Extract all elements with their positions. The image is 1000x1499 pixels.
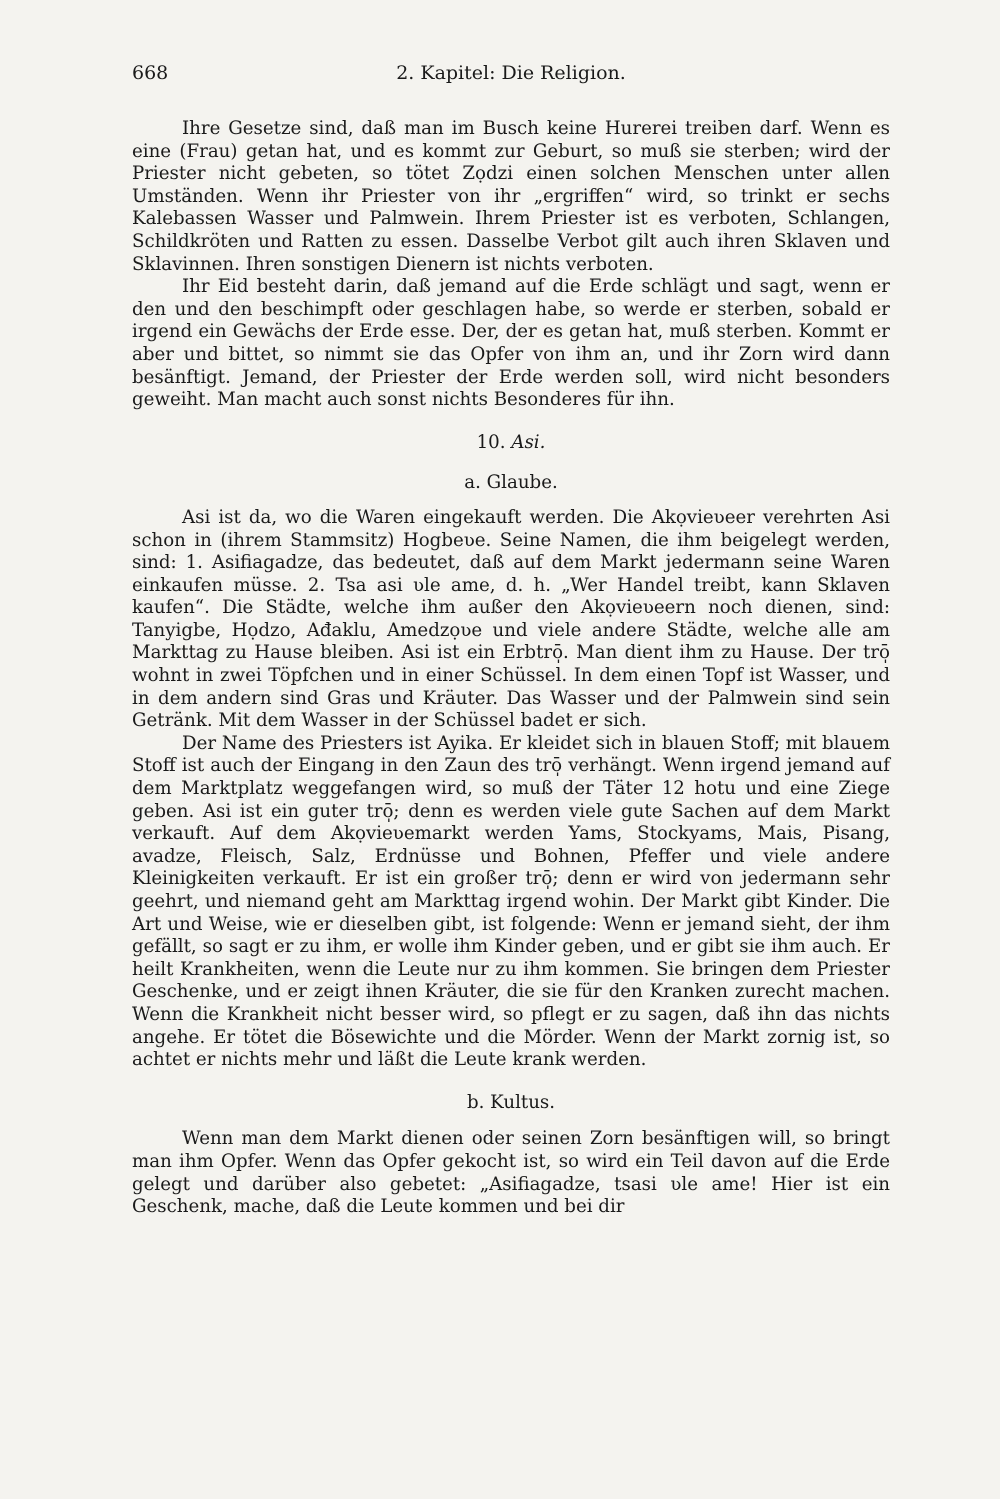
book-page — [132, 58, 890, 1219]
subsection-heading-glaube: a. Glaube. — [464, 472, 558, 494]
section-number: 10. — [476, 431, 506, 453]
paragraph: Wenn man dem Markt dienen oder seinen Zorn besänftigen will, so bringt man ihm Opfer. Wenn das Opfer gekocht ist, so wird ein Teil davon auf die Erde gelegt und darüber also gebetet: „Asifiagadze, tsasi ʋle ame! Hier ist ein Geschenk, mache, daß die Leute kommen und bei dir — [132, 1128, 890, 1218]
page-body — [132, 118, 890, 1219]
page-number: 668 — [132, 62, 169, 84]
page-header — [132, 58, 890, 94]
paragraph: Ihr Eid besteht darin, daß jemand auf die Erde schlägt und sagt, wenn er den und den beschimpft oder geschlagen habe, so werde er sterben, sobald er irgend ein Gewächs der Erde esse. Der, der es getan hat, muß sterben. Kommt er aber und bittet, so nimmt sie das Opfer von ihm an, und ihr Zorn wird dann besänftigt. Jemand, der Priester der Erde werden soll, wird nicht besonders geweiht. Man macht auch sonst nichts Besonderes für ihn. — [132, 276, 890, 411]
paragraph: Ihre Gesetze sind, daß man im Busch keine Hurerei treiben darf. Wenn es eine (Frau) getan hat, und es kommt zur Geburt, so muß sie sterben; wird der Priester nicht gebeten, so tötet Zọdzi einen solchen Menschen unter allen Umständen. Wenn ihr Priester von ihr „ergriffen“ wird, so trinkt er sechs Kalebassen Wasser und Palmwein. Ihrem Priester ist es verboten, Schlangen, Schildkröten und Ratten zu essen. Dasselbe Verbot gilt auch ihren Sklaven und Sklavinnen. Ihren sonstigen Dienern ist nichts verboten. — [132, 118, 890, 275]
section-heading — [132, 432, 890, 455]
paragraph: Asi ist da, wo die Waren eingekauft werden. Die Akọvieʋeer verehrten Asi schon in (ihrem Stammsitz) Hogbeʋe. Seine Namen, die ihm beigelegt werden, sind: 1. Asifiagadze, das bedeutet, daß auf dem Markt jedermann seine Waren einkaufen müsse. 2. Tsa asi ʋle ame, d. h. „Wer Handel treibt, kann Sklaven kaufen“. Die Städte, welche ihm außer den Akọvieʋeern noch dienen, sind: Tanyigbe, Họdzo, Ađaklu, Amedzọʋe und viele andere Städte, welche alle am Markttag zu Hause bleiben. Asi ist ein Erbtrō̩. Man dient ihm zu Hause. Der trō̩ wohnt in zwei Töpfchen und in einer Schüssel. In dem einen Topf ist Wasser, und in dem andern sind Gras und Kräuter. Das Wasser und der Palmwein sind sein Getränk. Mit dem Wasser in der Schüssel badet er sich. — [132, 506, 890, 732]
paragraph: Der Name des Priesters ist Ayika. Er kleidet sich in blauen Stoff; mit blauem Stoff ist auch der Eingang in den Zaun des trō̩ verhängt. Wenn irgend jemand auf dem Marktplatz weggefangen wird, so muß der Täter 12 hotu und eine Ziege geben. Asi ist ein guter trō̩; denn es werden viele gute Sachen auf dem Markt verkauft. Auf dem Akọvieʋemarkt werden Yams, Stockyams, Mais, Pisang, avadze, Fleisch, Salz, Erdnüsse und Bohnen, Pfeffer und viele andere Kleinigkeiten verkauft. Er ist ein großer trō̩; denn er wird von jedermann sehr geehrt, und niemand geht am Markttag irgend wohin. Der Markt gibt Kinder. Die Art und Weise, wie er dieselben gibt, ist folgende: Wenn er jemand sieht, der ihm gefällt, so sagt er zu ihm, er wolle ihm Kinder geben, und er gibt sie ihm auch. Er heilt Krankheiten, wenn die Leute nur zu ihm kommen. Sie bringen dem Priester Geschenke, und er zeigt ihnen Kräuter, die sie für den Kranken zurecht machen. Wenn die Krankheit nicht besser wird, so pflegt er zu sagen, daß ihn das nichts angehe. Er tötet die Bösewichte und die Mörder. Wenn der Markt zornig ist, so achtet er nichts mehr und läßt die Leute krank werden. — [132, 732, 890, 1071]
running-title: 2. Kapitel: Die Religion. — [396, 62, 626, 84]
subsection-heading-kultus: b. Kultus. — [466, 1091, 556, 1113]
section-name: Asi. — [511, 431, 546, 453]
